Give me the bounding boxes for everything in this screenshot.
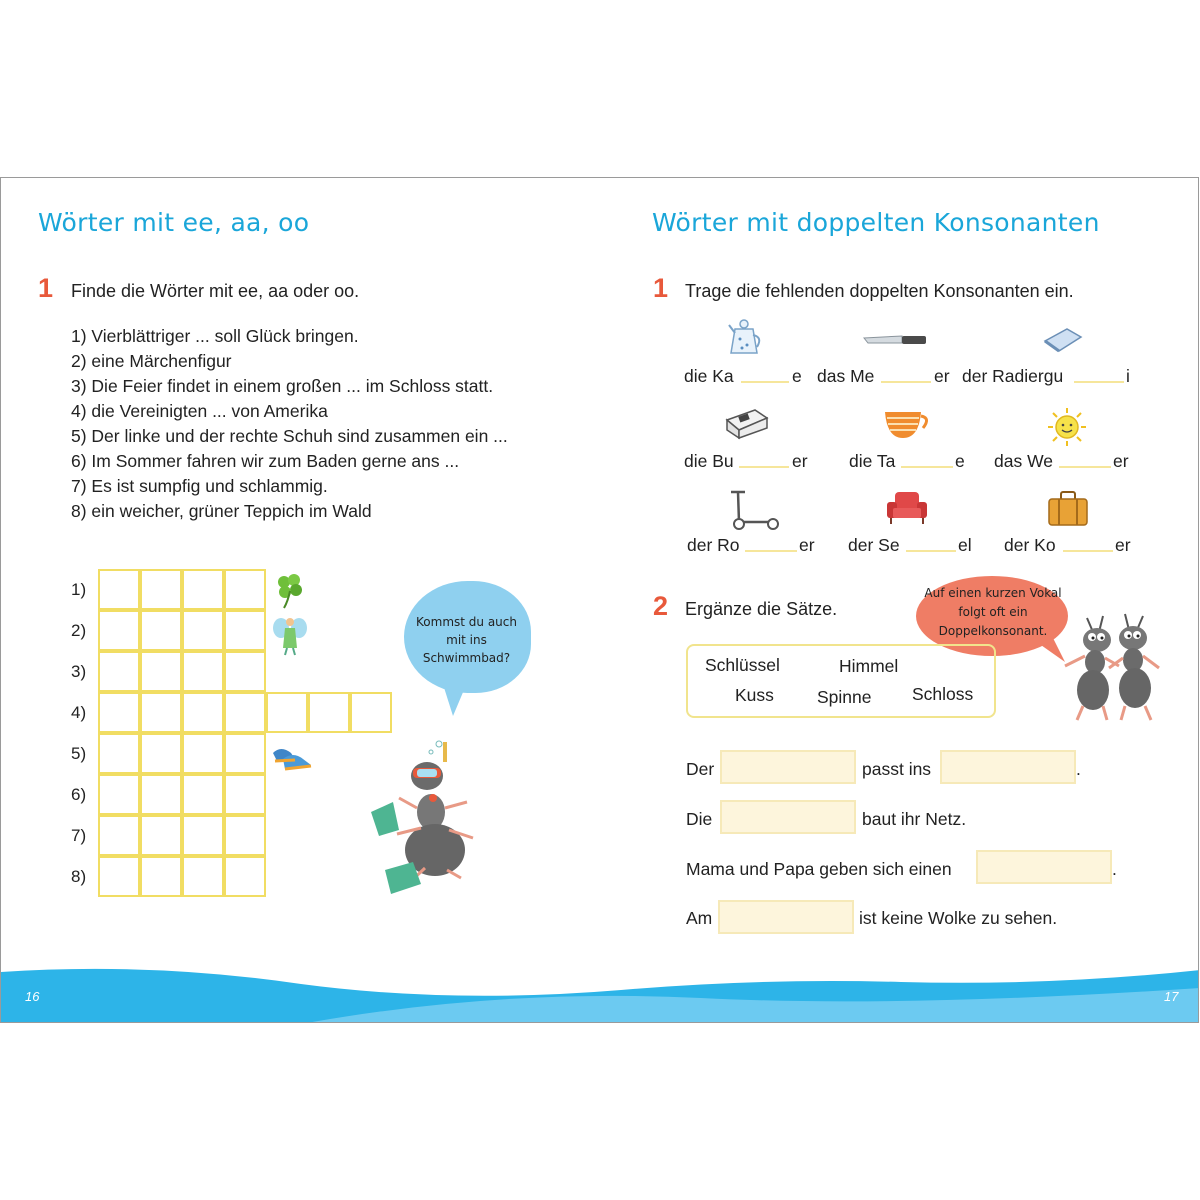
crossword-row-label: 2) <box>71 621 87 640</box>
sentence-2-part-a: Die <box>686 809 713 829</box>
crossword-cell[interactable] <box>224 651 266 692</box>
left-task1-number: 1 <box>38 273 54 303</box>
book-spread <box>0 177 1199 1023</box>
crossword-cell[interactable] <box>140 733 182 774</box>
right-task2-instruction: Ergänze die Sätze. <box>685 599 838 619</box>
crossword-cell[interactable] <box>182 651 224 692</box>
left-page-title: Wörter mit ee, aa, oo <box>38 208 310 237</box>
item-8-blank[interactable] <box>906 550 956 552</box>
word-box-item-2: Himmel <box>839 656 899 676</box>
item-4-suffix: er <box>792 451 808 471</box>
crossword-cell[interactable] <box>266 692 308 733</box>
red-speech-text: Auf einen kurzen Vokal folgt oft ein Doppelkonsonant. <box>924 586 1062 638</box>
crossword-cell[interactable] <box>182 856 224 897</box>
sentence-1-part-a: Der <box>686 759 715 779</box>
crossword-cell[interactable] <box>140 692 182 733</box>
item-6-blank[interactable] <box>1059 466 1111 468</box>
shoes-icon <box>271 743 313 773</box>
item-5-prefix: die Ta <box>849 451 896 471</box>
clue-1: 1) Vierblättriger ... soll Glück bringen. <box>71 326 359 346</box>
two-ants-icon <box>1059 610 1163 726</box>
crossword-cell[interactable] <box>98 733 140 774</box>
crossword-cell[interactable] <box>140 651 182 692</box>
item-7-suffix: er <box>799 535 815 555</box>
clue-7: 7) Es ist sumpfig und schlammig. <box>71 476 328 496</box>
crossword-row-label: 6) <box>71 785 87 804</box>
crossword-cell[interactable] <box>140 610 182 651</box>
sentence-4-answer[interactable] <box>718 900 854 934</box>
item-3-blank[interactable] <box>1074 381 1124 383</box>
word-box-item-1: Schlüssel <box>705 655 780 675</box>
item-4-blank[interactable] <box>739 466 789 468</box>
crossword-row-label: 5) <box>71 744 87 763</box>
clue-6: 6) Im Sommer fahren wir zum Baden gerne ans ... <box>71 451 460 471</box>
crossword-cell[interactable] <box>140 856 182 897</box>
butter-icon <box>725 406 769 440</box>
teapot-icon <box>727 317 763 357</box>
sentence-4-part-a: Am <box>686 908 713 928</box>
sentence-4-part-b: ist keine Wolke zu sehen. <box>859 908 1058 928</box>
crossword-cell[interactable] <box>224 815 266 856</box>
clue-8: 8) ein weicher, grüner Teppich im Wald <box>71 501 372 521</box>
crossword-cell[interactable] <box>182 610 224 651</box>
crossword-row-label: 8) <box>71 867 87 886</box>
item-9-blank[interactable] <box>1063 550 1113 552</box>
crossword-cell[interactable] <box>224 610 266 651</box>
crossword-cell[interactable] <box>140 569 182 610</box>
item-4-prefix: die Bu <box>684 451 734 471</box>
item-2-prefix: das Me <box>817 366 875 386</box>
crossword-cell[interactable] <box>98 774 140 815</box>
sentence-1-answer-2[interactable] <box>940 750 1076 784</box>
sentence-2-answer[interactable] <box>720 800 856 834</box>
crossword-row-label: 7) <box>71 826 87 845</box>
item-2-suffix: er <box>934 366 950 386</box>
crossword-cell[interactable] <box>98 651 140 692</box>
right-task1-instruction: Trage die fehlenden doppelten Konsonanten ein. <box>685 281 1074 301</box>
crossword-cell[interactable] <box>224 733 266 774</box>
crossword-row-label: 1) <box>71 580 87 599</box>
right-page-title: Wörter mit doppelten Konsonanten <box>652 208 1100 237</box>
crossword-cell[interactable] <box>182 774 224 815</box>
crossword-cell[interactable] <box>350 692 392 733</box>
crossword-cell[interactable] <box>140 815 182 856</box>
knife-icon <box>862 333 928 347</box>
crossword-cell[interactable] <box>140 774 182 815</box>
bubble-tail-blue <box>441 678 471 718</box>
clue-3: 3) Die Feier findet in einem großen ... im Schloss statt. <box>71 376 494 396</box>
crossword-cell[interactable] <box>308 692 350 733</box>
blue-speech-text: Kommst du auch mit ins Schwimmbad? <box>416 615 517 665</box>
word-box-item-4: Spinne <box>817 687 872 707</box>
item-1-blank[interactable] <box>741 381 789 383</box>
crossword-cell[interactable] <box>182 815 224 856</box>
sentence-1-part-b: passt ins <box>862 759 932 779</box>
crossword-cell[interactable] <box>182 692 224 733</box>
sentence-1-period: . <box>1076 759 1081 779</box>
crossword-cell[interactable] <box>98 815 140 856</box>
item-3-prefix: der Radiergu <box>962 366 1064 386</box>
sun-icon <box>1047 407 1087 447</box>
item-9-prefix: der Ko <box>1004 535 1056 555</box>
item-8-prefix: der Se <box>848 535 900 555</box>
suitcase-icon <box>1047 490 1089 528</box>
crossword-cell[interactable] <box>98 692 140 733</box>
crossword-cell[interactable] <box>224 569 266 610</box>
scooter-icon <box>727 488 781 530</box>
diving-ant-icon <box>369 738 484 898</box>
crossword-cell[interactable] <box>98 569 140 610</box>
crossword-cell[interactable] <box>98 856 140 897</box>
clue-4: 4) die Vereinigten ... von Amerika <box>71 401 328 421</box>
crossword-cell[interactable] <box>98 610 140 651</box>
word-box-item-3: Kuss <box>735 685 774 705</box>
sentence-3-answer[interactable] <box>976 850 1112 884</box>
item-6-prefix: das We <box>994 451 1054 471</box>
item-6-suffix: er <box>1113 451 1129 471</box>
sentence-2-part-b: baut ihr Netz. <box>862 809 967 829</box>
sentence-1-answer-1[interactable] <box>720 750 856 784</box>
crossword-cell[interactable] <box>224 774 266 815</box>
item-9-suffix: er <box>1115 535 1131 555</box>
clue-2: 2) eine Märchenfigur <box>71 351 232 371</box>
item-5-blank[interactable] <box>901 466 953 468</box>
word-box-item-5: Schloss <box>912 684 974 704</box>
right-page-number: 17 <box>1164 989 1179 1004</box>
clover-icon <box>274 571 306 609</box>
bottom-wave <box>1 968 1199 1023</box>
right-task2-number: 2 <box>653 591 669 621</box>
crossword-cell[interactable] <box>182 733 224 774</box>
crossword-cell[interactable] <box>224 856 266 897</box>
item-2-blank[interactable] <box>881 381 931 383</box>
item-3-suffix: i <box>1126 366 1130 386</box>
crossword-cell[interactable] <box>182 569 224 610</box>
left-task1-instruction: Finde die Wörter mit ee, aa oder oo. <box>71 281 360 301</box>
item-7-prefix: der Ro <box>687 535 740 555</box>
eraser-icon <box>1041 325 1083 355</box>
sentence-3-period: . <box>1112 859 1117 879</box>
clue-5: 5) Der linke und der rechte Schuh sind zusammen ein ... <box>71 426 508 446</box>
item-1-suffix: e <box>792 366 802 386</box>
crossword-row-label: 4) <box>71 703 87 722</box>
fairy-icon <box>273 614 307 656</box>
item-1-prefix: die Ka <box>684 366 734 386</box>
left-page-number: 16 <box>25 989 40 1004</box>
item-8-suffix: el <box>958 535 972 555</box>
crossword-cell[interactable] <box>224 692 266 733</box>
sentence-3-part-a: Mama und Papa geben sich einen <box>686 859 952 879</box>
cup-icon <box>881 408 933 442</box>
item-7-blank[interactable] <box>745 550 797 552</box>
armchair-icon <box>885 490 929 526</box>
crossword-row-label: 3) <box>71 662 87 681</box>
right-task1-number: 1 <box>653 273 669 303</box>
item-5-suffix: e <box>955 451 965 471</box>
